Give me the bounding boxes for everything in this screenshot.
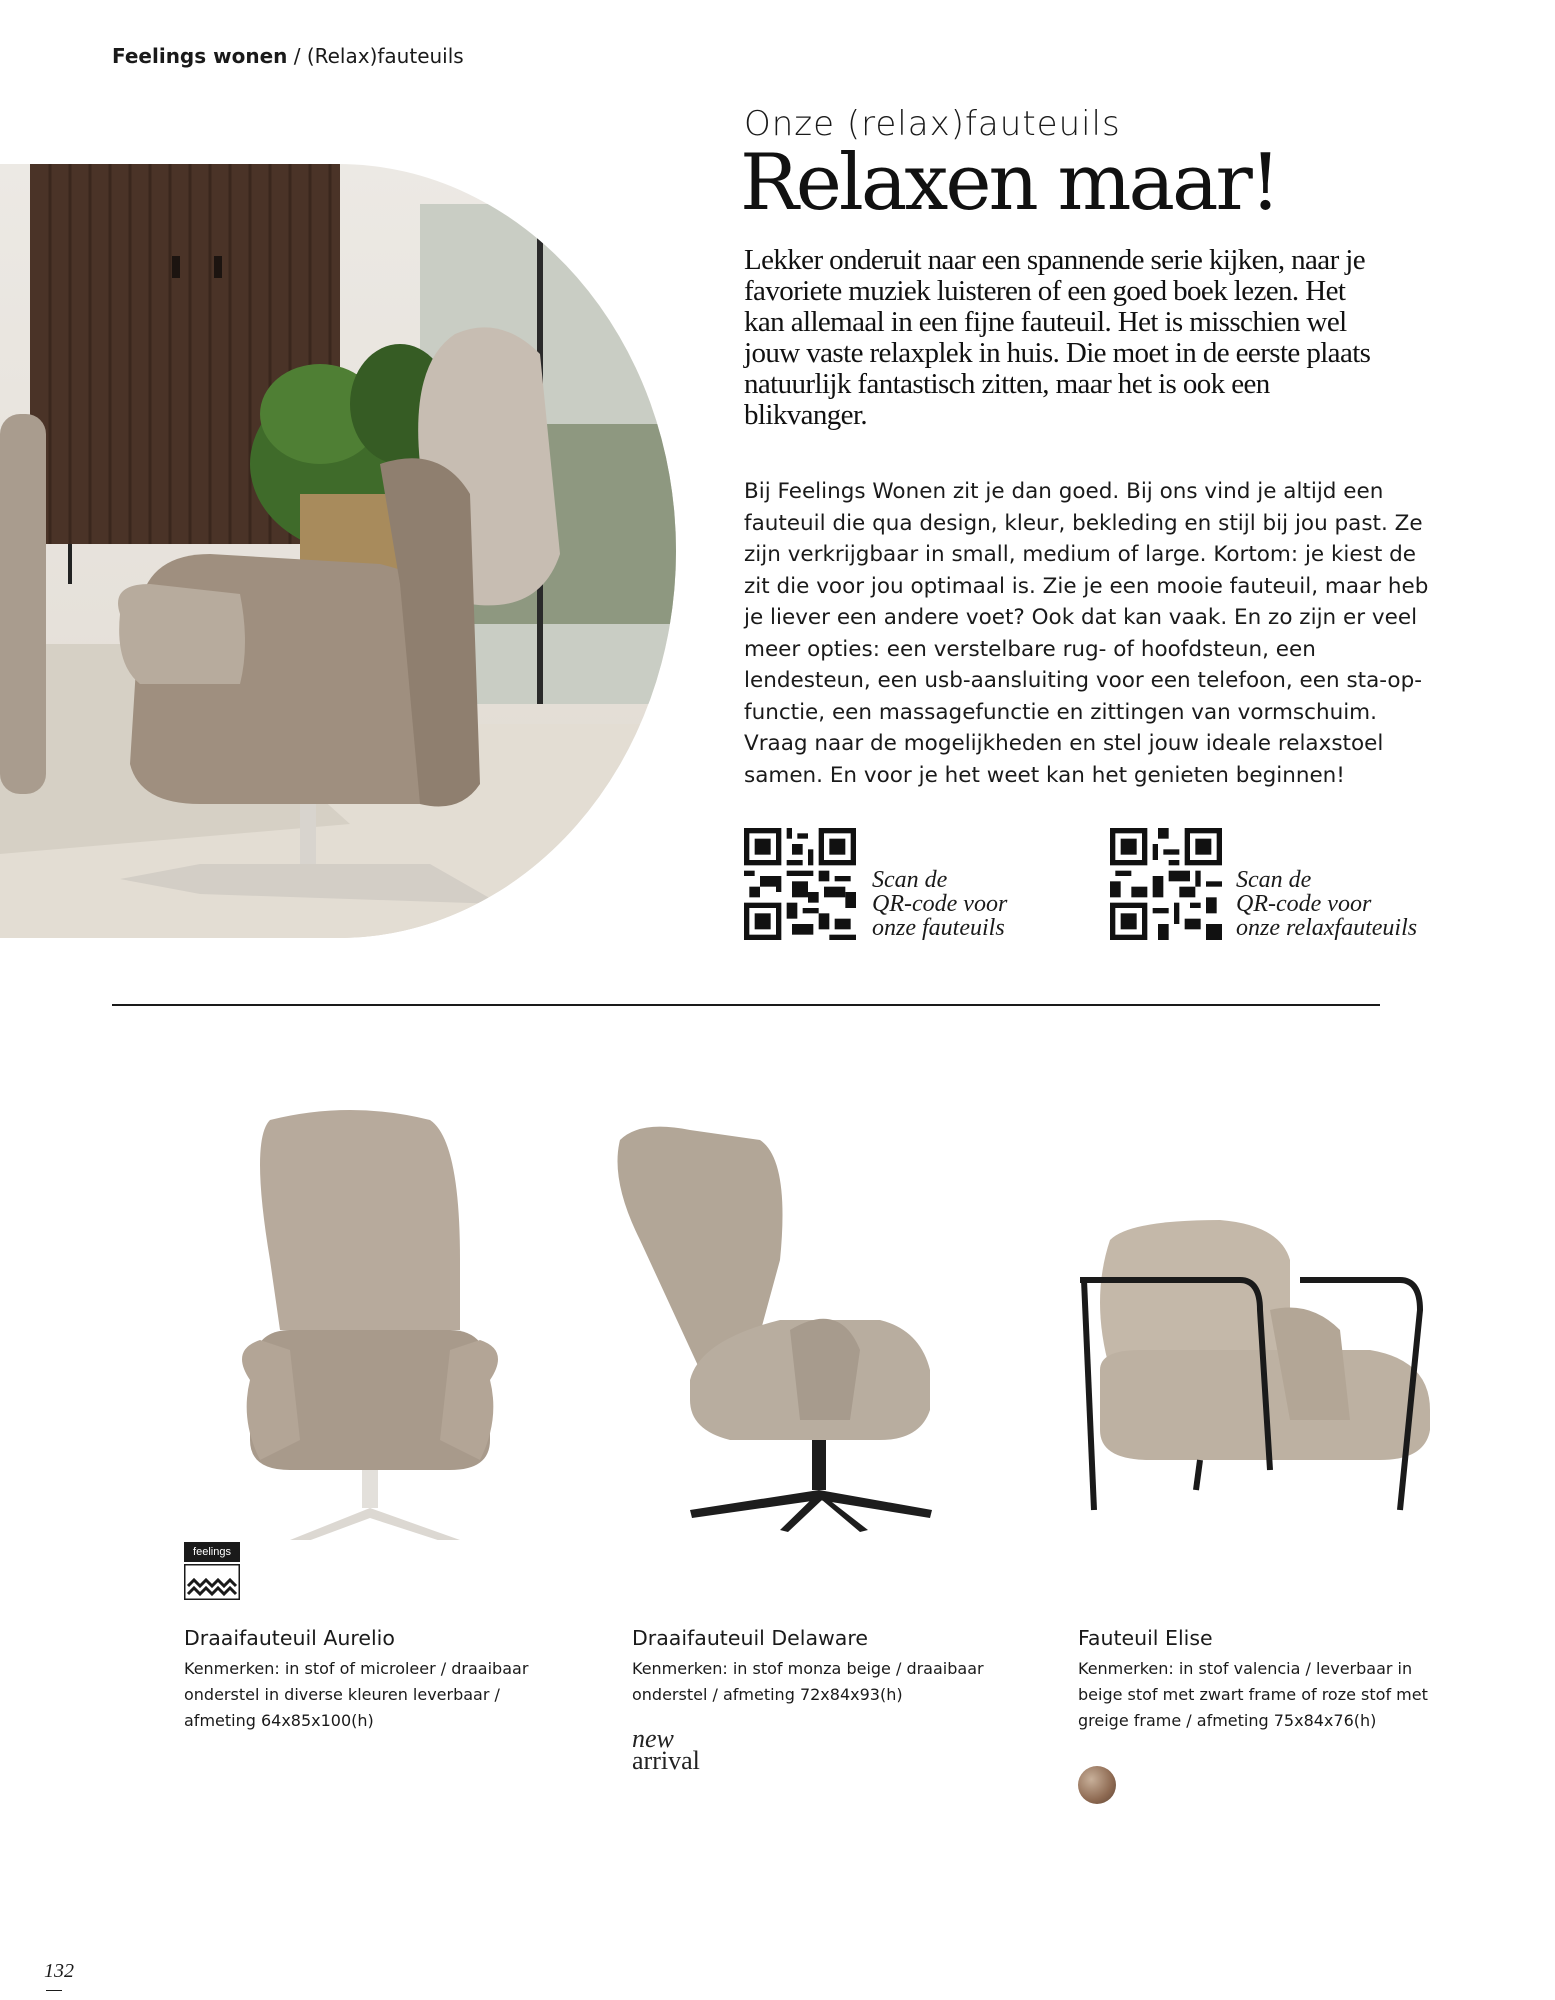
breadcrumb-page: (Relax)fauteuils: [306, 44, 464, 68]
product-title-delaware: Draaifauteuil Delaware: [632, 1626, 868, 1650]
feelings-logo-wave-icon: [184, 1564, 240, 1600]
new-arrival-line-1: new: [632, 1724, 674, 1753]
body-paragraph: Bij Feelings Wonen zit je dan goed. Bij ons vind je altijd een fauteuil die qua design, kleur, bekleding en stijl bij jou past. Ze zijn verkrijgbaar in small, medium of large. Kortom: je kiest de zit die voor jou optimaal is. Zie je een mooie fauteuil, maar heb je liever een andere voet? Ook dat kan vaak. En zo zijn er veel meer opties: een verstelbare rug- of hoofdsteun, een lendesteun, een usb-aansluiting voor een telefoon, een sta-op-functie, een massagefunctie en zittingen van vormschuim. Vraag naar de mogelijkheden en stel jouw ideale relaxstoel samen. En voor je het weet kan het genieten beginnen!: [744, 479, 1429, 788]
feelings-logo: [184, 1542, 240, 1602]
breadcrumb: [112, 44, 464, 68]
page-headline: Relaxen maar!: [740, 138, 1279, 228]
qr-code-icon[interactable]: [744, 828, 856, 940]
section-divider: [112, 1004, 1380, 1006]
product-image-elise: [1070, 1220, 1450, 1520]
qr-caption-fauteuils: Scan de QR-code voor onze fauteuils: [872, 867, 1008, 941]
page-number-rule: [46, 1990, 62, 1991]
new-arrival-badge: [632, 1724, 700, 1775]
hero-armchair-illustration: [0, 164, 676, 938]
feelings-logo-word: feelings: [184, 1542, 240, 1562]
intro-paragraph: Lekker onderuit naar een spannende serie kijken, naar je favoriete muziek luisteren of een goed boek lezen. Het kan allemaal in een fijne fauteuil. Het is misschien wel jouw vaste relaxplek in huis. Die moet in de eerste plaats natuurlijk fantastisch zitten, maar het is ook een blikvanger.: [744, 244, 1371, 431]
product-image-aurelio: [190, 1100, 550, 1540]
product-title-elise: Fauteuil Elise: [1078, 1626, 1213, 1650]
product-desc-elise: Kenmerken: in stof valencia / leverbaar in beige stof met zwart frame of roze stof met greige frame / afmeting 75x84x76(h): [1078, 1659, 1428, 1730]
product-title-aurelio: Draaifauteuil Aurelio: [184, 1626, 395, 1650]
new-arrival-line-2: arrival: [632, 1746, 700, 1775]
qr-code-icon[interactable]: [1110, 828, 1222, 940]
product-desc-aurelio: Kenmerken: in stof of microleer / draaibaar onderstel in diverse kleuren leverbaar / afmeting 64x85x100(h): [184, 1659, 529, 1730]
product-desc-delaware: Kenmerken: in stof monza beige / draaibaar onderstel / afmeting 72x84x93(h): [632, 1659, 984, 1704]
breadcrumb-section: Feelings wonen: [112, 44, 288, 68]
color-swatch: [1078, 1766, 1116, 1804]
breadcrumb-separator: /: [287, 44, 307, 68]
product-image-delaware: [600, 1120, 960, 1540]
page-number: 132: [44, 1960, 74, 1982]
hero-photo: [0, 164, 676, 938]
section-kicker: Onze (relax)fauteuils: [744, 104, 1121, 144]
qr-caption-relaxfauteuils: Scan de QR-code voor onze relaxfauteuils: [1236, 867, 1418, 941]
